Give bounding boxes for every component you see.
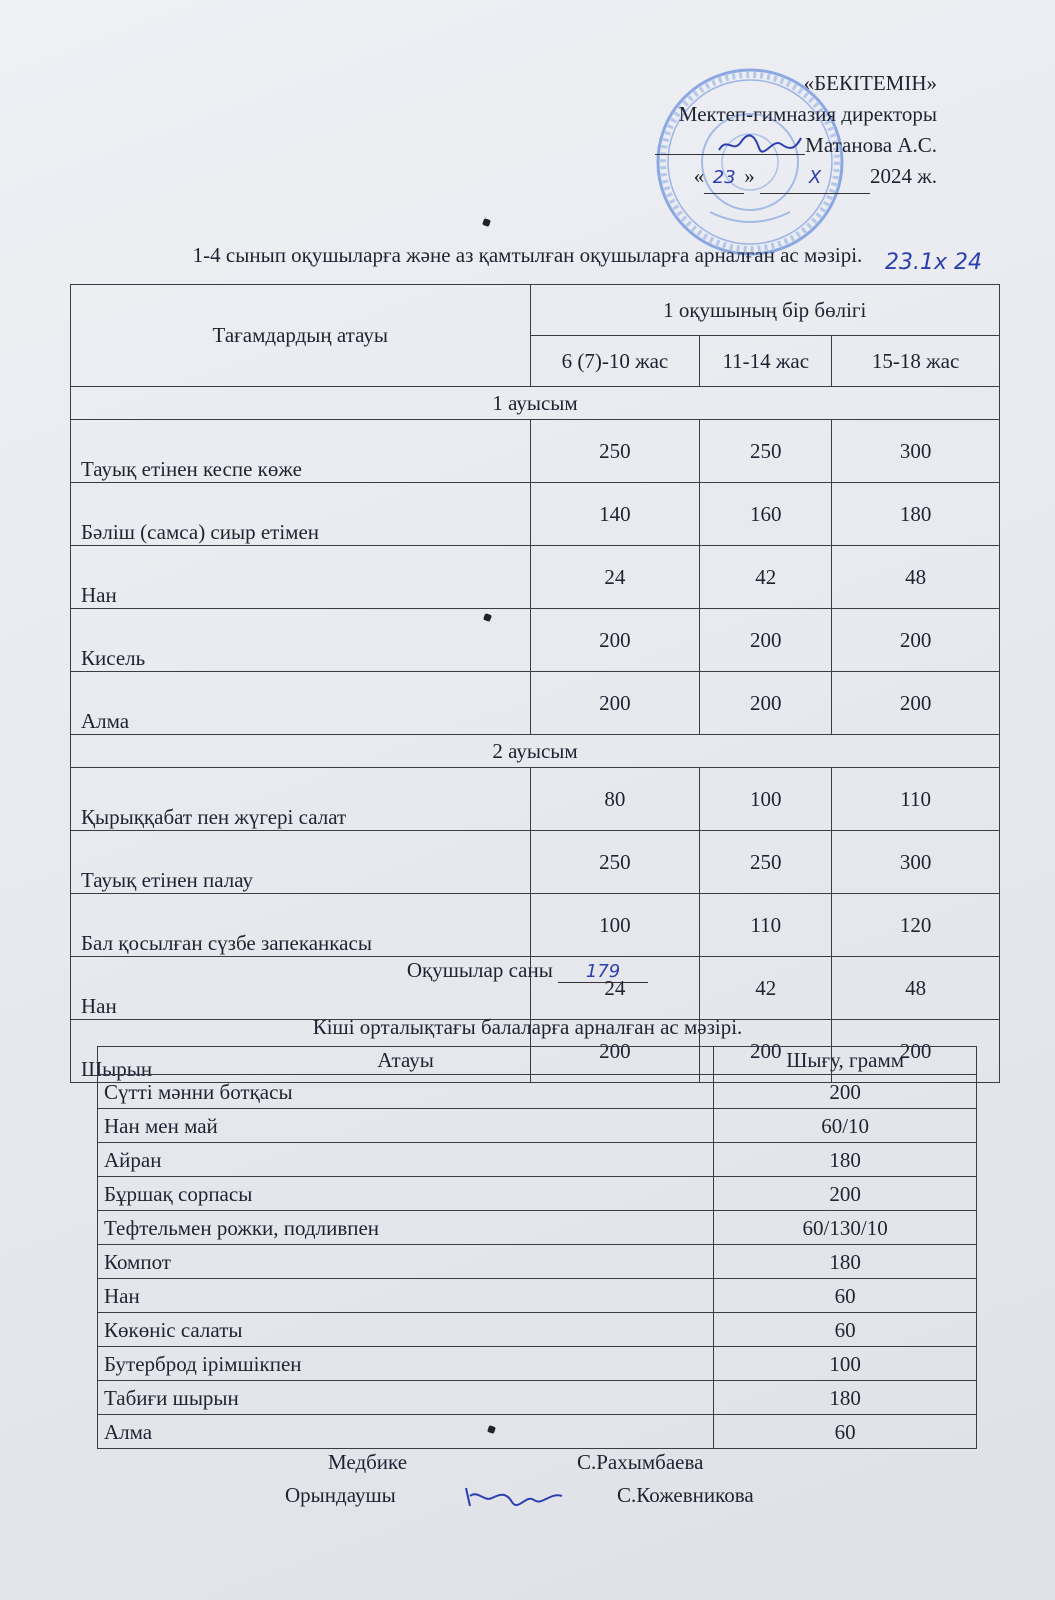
table-row: [98, 1143, 977, 1177]
table-row: [98, 1313, 977, 1347]
table-row: [98, 1245, 977, 1279]
director-signature: [655, 132, 805, 155]
dish-name: Кисель: [71, 609, 531, 672]
age-header: 6 (7)-10 жас: [530, 336, 700, 387]
portion-cell: 200: [832, 1020, 1000, 1083]
table-row: [71, 609, 1000, 672]
output-column-header: Шығу, грамм: [714, 1047, 977, 1075]
portion-cell: 200: [700, 1020, 832, 1083]
shift-label: 1 ауысым: [71, 387, 1000, 420]
shift-label: 2 ауысым: [71, 735, 1000, 768]
item-value: 60/130/10: [714, 1211, 977, 1245]
item-value: 60: [714, 1313, 977, 1347]
table-row: [71, 483, 1000, 546]
age-header: 11-14 жас: [700, 336, 832, 387]
executor-role: Орындаушы: [285, 1483, 396, 1507]
portion-cell: 48: [832, 957, 1000, 1020]
portion-cell: 42: [700, 546, 832, 609]
approval-signature-line: [655, 130, 937, 161]
item-name: Бұршақ сорпасы: [98, 1177, 714, 1211]
dish-column-header: Тағамдардың атауы: [71, 285, 531, 387]
table-row: [98, 1381, 977, 1415]
portion-cell: 48: [832, 546, 1000, 609]
item-name: Табиғи шырын: [98, 1381, 714, 1415]
dish-name: Тауық етінен кеспе көже: [71, 420, 531, 483]
item-name: Көкөніс салаты: [98, 1313, 714, 1347]
director-name: Матанова А.С.: [805, 133, 937, 157]
menu2-title: Кіші орталықтағы балаларға арналған ас мәзірі.: [312, 1015, 743, 1039]
approval-block: [655, 68, 937, 194]
item-value: 100: [714, 1347, 977, 1381]
item-value: 60: [714, 1279, 977, 1313]
name-column-header: Атауы: [98, 1047, 714, 1075]
table-row: [98, 1347, 977, 1381]
ink-mark: [482, 218, 491, 227]
portion-cell: 120: [832, 894, 1000, 957]
handwritten-date-note: 23.1х 24: [885, 250, 982, 275]
item-name: Сүтті мәнни ботқасы: [98, 1075, 714, 1109]
menu1-title: 1-4 сынып оқушыларға және аз қамтылған оқушыларға арналған ас мәзірі.: [192, 243, 863, 267]
portion-cell: 200: [700, 672, 832, 735]
item-value: 180: [714, 1143, 977, 1177]
students-count-value: 179: [558, 961, 648, 983]
portion-cell: 200: [832, 672, 1000, 735]
dish-name: Тауық етінен палау: [71, 831, 531, 894]
age-header: 15-18 жас: [832, 336, 1000, 387]
portion-cell: 200: [530, 609, 700, 672]
table-row: [71, 420, 1000, 483]
portion-cell: 250: [700, 420, 832, 483]
approval-day: 23: [704, 162, 744, 194]
portion-cell: 24: [530, 957, 700, 1020]
item-name: Нан: [98, 1279, 714, 1313]
portion-cell: 300: [832, 420, 1000, 483]
table-row: [71, 546, 1000, 609]
item-value: 60/10: [714, 1109, 977, 1143]
table-row: [98, 1177, 977, 1211]
portion-cell: 140: [530, 483, 700, 546]
table-row: [98, 1211, 977, 1245]
dish-name: Бәліш (самса) сиыр етімен: [71, 483, 531, 546]
dish-name: Бал қосылған сүзбе запеканкасы: [71, 894, 531, 957]
item-value: 60: [714, 1415, 977, 1449]
dish-name: Қырыққабат пен жүгері салат: [71, 768, 531, 831]
students-count: [0, 958, 1055, 983]
item-value: 180: [714, 1381, 977, 1415]
item-name: Компот: [98, 1245, 714, 1279]
item-name: Бутерброд ірімшікпен: [98, 1347, 714, 1381]
table-row: [71, 768, 1000, 831]
approval-date-line: « 23 » X 2024 ж.: [655, 161, 937, 194]
portion-cell: 42: [700, 957, 832, 1020]
executor-signature-icon: [462, 1482, 572, 1512]
executor-name: С.Кожевникова: [617, 1483, 754, 1507]
portion-cell: 180: [832, 483, 1000, 546]
dish-name: Нан: [71, 546, 531, 609]
table-row: [98, 1075, 977, 1109]
approval-position: Мектеп-гимназия директоры: [678, 102, 937, 126]
dish-name: Шырын: [71, 1020, 531, 1083]
portion-cell: 300: [832, 831, 1000, 894]
table-row: [98, 1415, 977, 1449]
item-value: 180: [714, 1245, 977, 1279]
students-count-label: Оқушылар саны: [406, 958, 553, 982]
table-row: [71, 672, 1000, 735]
nurse-name: С.Рахымбаева: [577, 1450, 704, 1474]
table-row: [98, 1279, 977, 1313]
item-name: Тефтельмен рожки, подливпен: [98, 1211, 714, 1245]
portion-cell: 100: [530, 894, 700, 957]
table-row: [98, 1109, 977, 1143]
nurse-role: Медбике: [328, 1450, 408, 1474]
table-row: [71, 894, 1000, 957]
dish-name: Алма: [71, 672, 531, 735]
dish-name: Нан: [71, 957, 531, 1020]
approval-month: X: [760, 162, 870, 194]
item-name: Алма: [98, 1415, 714, 1449]
item-value: 200: [714, 1177, 977, 1211]
portion-cell: 110: [700, 894, 832, 957]
portion-cell: 200: [530, 672, 700, 735]
portion-column-header: 1 оқушының бір бөлігі: [530, 285, 1000, 336]
item-value: 200: [714, 1075, 977, 1109]
portion-cell: 80: [530, 768, 700, 831]
portion-cell: 250: [530, 831, 700, 894]
portion-cell: 250: [700, 831, 832, 894]
portion-cell: 160: [700, 483, 832, 546]
signature-scribble-icon: [715, 132, 805, 156]
portion-cell: 200: [832, 609, 1000, 672]
item-name: Айран: [98, 1143, 714, 1177]
portion-cell: 110: [832, 768, 1000, 831]
approval-heading: «БЕКІТЕМІН»: [803, 71, 937, 95]
menu2-table: [97, 1046, 977, 1449]
portion-cell: 200: [530, 1020, 700, 1083]
portion-cell: 100: [700, 768, 832, 831]
portion-cell: 250: [530, 420, 700, 483]
approval-year: 2024 ж.: [869, 164, 937, 188]
item-name: Нан мен май: [98, 1109, 714, 1143]
table-row: [71, 831, 1000, 894]
portion-cell: 24: [530, 546, 700, 609]
portion-cell: 200: [700, 609, 832, 672]
